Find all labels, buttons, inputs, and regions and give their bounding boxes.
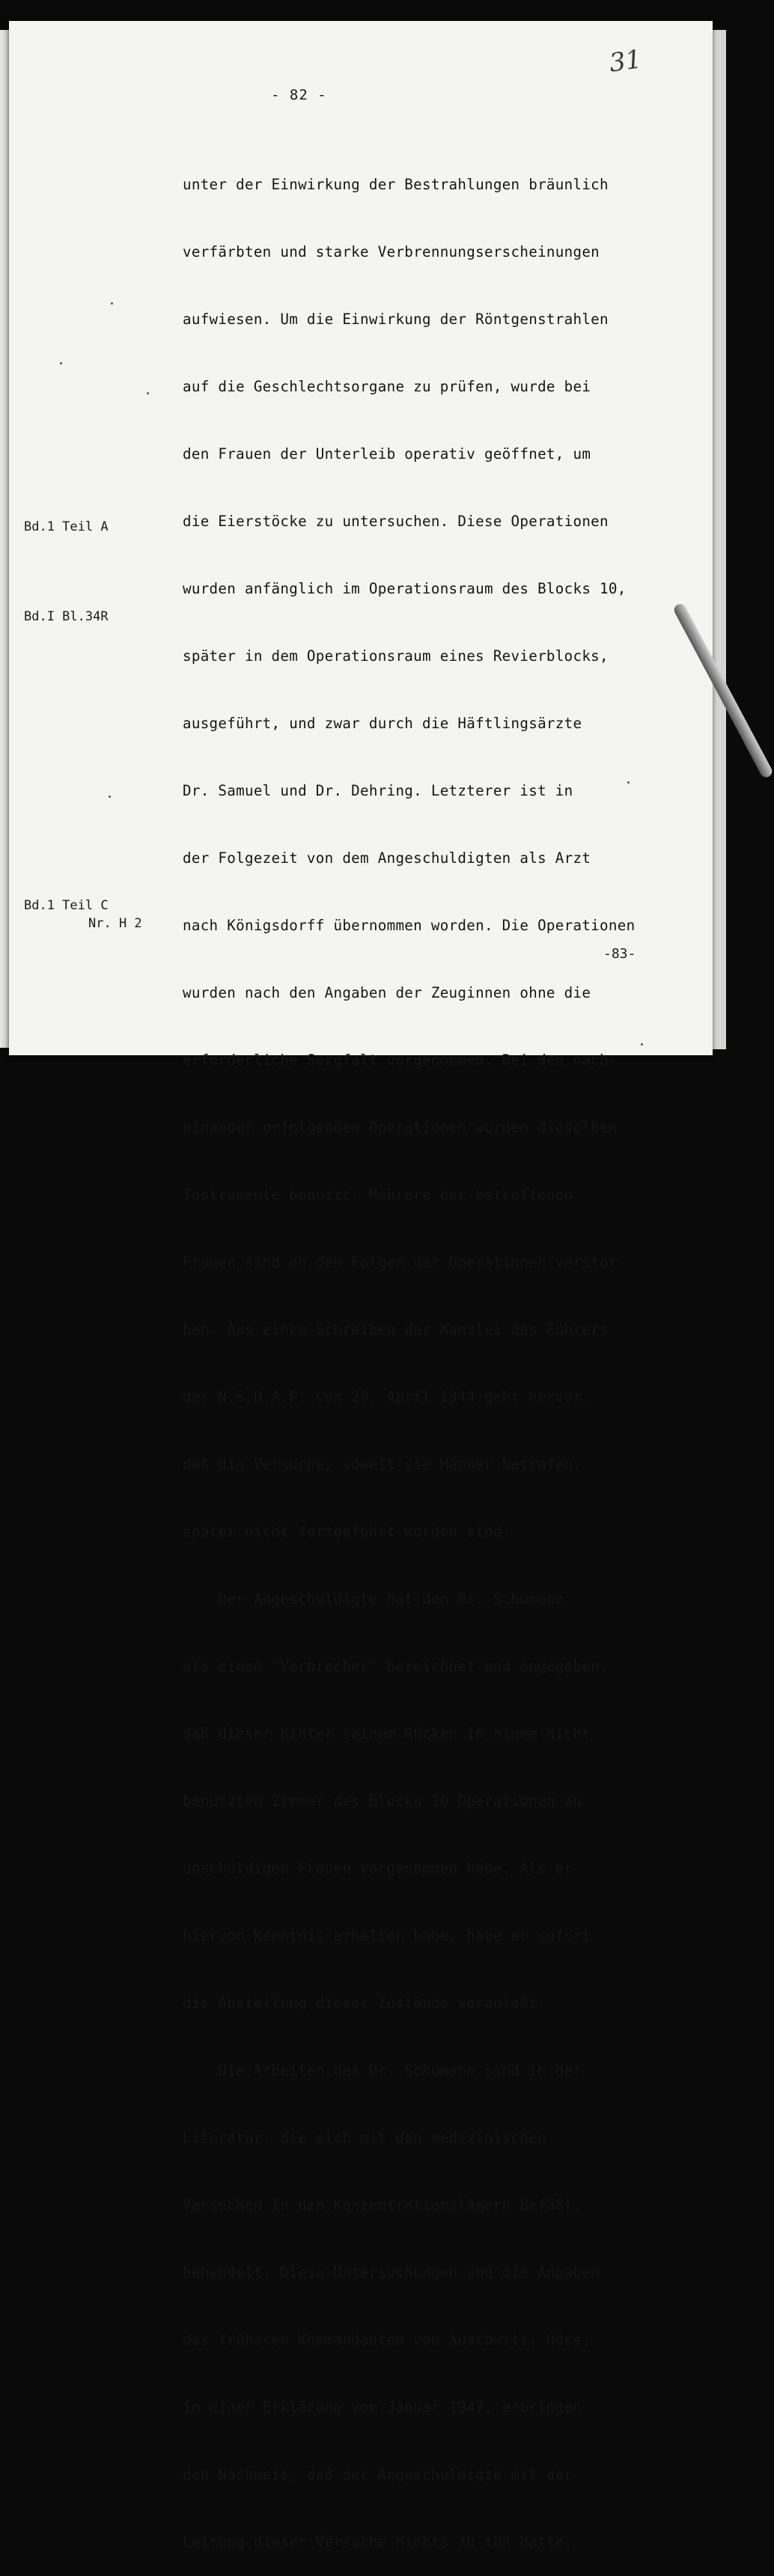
scan-speck bbox=[627, 781, 630, 784]
text-line: behandelt. Diese Untersuchungen und die Angaben bbox=[183, 2264, 600, 2281]
text-line: Der Angeschuldigte hat den Dr. Schumann bbox=[183, 1590, 564, 1608]
text-line: benutzten Zimmer des Blocks 10 Operationen an bbox=[183, 1792, 582, 1810]
text-line: verfärbten und starke Verbrennungserscheinungen bbox=[183, 243, 600, 260]
text-line: Literatur, die sich mit den medizinischen bbox=[183, 2129, 546, 2146]
scan-speck bbox=[111, 302, 113, 305]
text-line: des früheren Kommandanten von Auschwitz, Höss, bbox=[183, 2331, 591, 2348]
text-line: später in dem Operationsraum eines Revierblocks, bbox=[183, 647, 609, 665]
text-line: Versuchen in den Konzentrationslägern befaßt, bbox=[183, 2197, 582, 2214]
text-line: ausgeführt, und zwar durch die Häftlingsärzte bbox=[183, 715, 582, 732]
text-line: wurden anfänglich im Operationsraum des Blocks 10, bbox=[183, 580, 627, 597]
margin-reference: Nr. H 2 bbox=[88, 916, 142, 931]
handwritten-folio-number: 31 bbox=[607, 44, 644, 79]
text-line: nach Königsdorff übernommen worden. Die Operationen bbox=[183, 917, 636, 934]
margin-reference: Bd.1 Teil A bbox=[24, 519, 109, 534]
margin-reference: Bd.I Bl.34R bbox=[24, 609, 109, 624]
text-line: hiervon Kenntnis erhalten habe, habe er sofort bbox=[183, 1927, 591, 1944]
text-line: auf die Geschlechtsorgane zu prüfen, wurde bei bbox=[183, 378, 591, 395]
text-line: Leitung dieser Versuche nichts zu tun hatte. bbox=[183, 2533, 573, 2551]
text-line: unschuldigen Frauen vorgenommen habe. Als er bbox=[183, 1860, 573, 1877]
text-line: Die Arbeiten des Dr. Schumann sind in der bbox=[183, 2062, 582, 2079]
text-line: Instrumente benutzt. Mehrere der betroffenen bbox=[183, 1186, 573, 1203]
text-line: als einen "Verbrecher" bezeichnet und angegeben, bbox=[183, 1658, 609, 1675]
scan-speck bbox=[60, 362, 62, 364]
text-line: wurden nach den Angaben der Zeuginnen ohne die bbox=[183, 984, 591, 1001]
text-line: die Abstellung dieser Zustände veranlaßt. bbox=[183, 1994, 546, 2012]
text-line: Dr. Samuel und Dr. Dehring. Letzterer ist in bbox=[183, 782, 573, 799]
next-page-number: -83- bbox=[603, 946, 636, 962]
text-line: aufwiesen. Um die Einwirkung der Röntgenstrahlen bbox=[183, 311, 609, 328]
text-line: Frauen sind an den Folgen der Operationen verstor- bbox=[183, 1254, 627, 1271]
text-line: erforderliche Sorgfalt vorgenommen. Bei den nach- bbox=[183, 1052, 618, 1069]
text-line: den Frauen der Unterleib operativ geöffnet, um bbox=[183, 445, 591, 463]
text-line: der Folgezeit von dem Angeschuldigten als Arzt bbox=[183, 849, 591, 867]
text-line: später nicht fortgeführt worden sind. bbox=[183, 1523, 511, 1540]
scan-speck bbox=[147, 392, 149, 394]
scan-speck bbox=[641, 1043, 643, 1046]
text-line: unter der Einwirkung der Bestrahlungen bräunlich bbox=[183, 176, 609, 193]
body-text bbox=[183, 129, 662, 2576]
margin-reference: Bd.1 Teil C bbox=[24, 898, 109, 913]
text-line: daß die Versuche, soweit sie Männer betrafen, bbox=[183, 1456, 582, 1473]
text-line: ben. Aus einem Schreiben der Kanzlei des Führers bbox=[183, 1321, 609, 1338]
scan-speck bbox=[109, 796, 111, 798]
text-line: in einer Erklärung vom Januar 1947, erbringen bbox=[183, 2399, 582, 2416]
text-line: daß dieser hinter seinem Rücken in einem nicht bbox=[183, 1725, 591, 1742]
text-line: einander erfolgenden Operationen wurden dieselben bbox=[183, 1119, 618, 1136]
text-line: die Eierstöcke zu untersuchen. Diese Operationen bbox=[183, 513, 609, 530]
page-number: - 82 - bbox=[271, 87, 327, 103]
text-line: der N.S.D.A.P. vom 29. April 1944 geht hervor, bbox=[183, 1388, 591, 1405]
text-line: den Nachweis, daß der Angeschuldigte mit der bbox=[183, 2466, 573, 2483]
